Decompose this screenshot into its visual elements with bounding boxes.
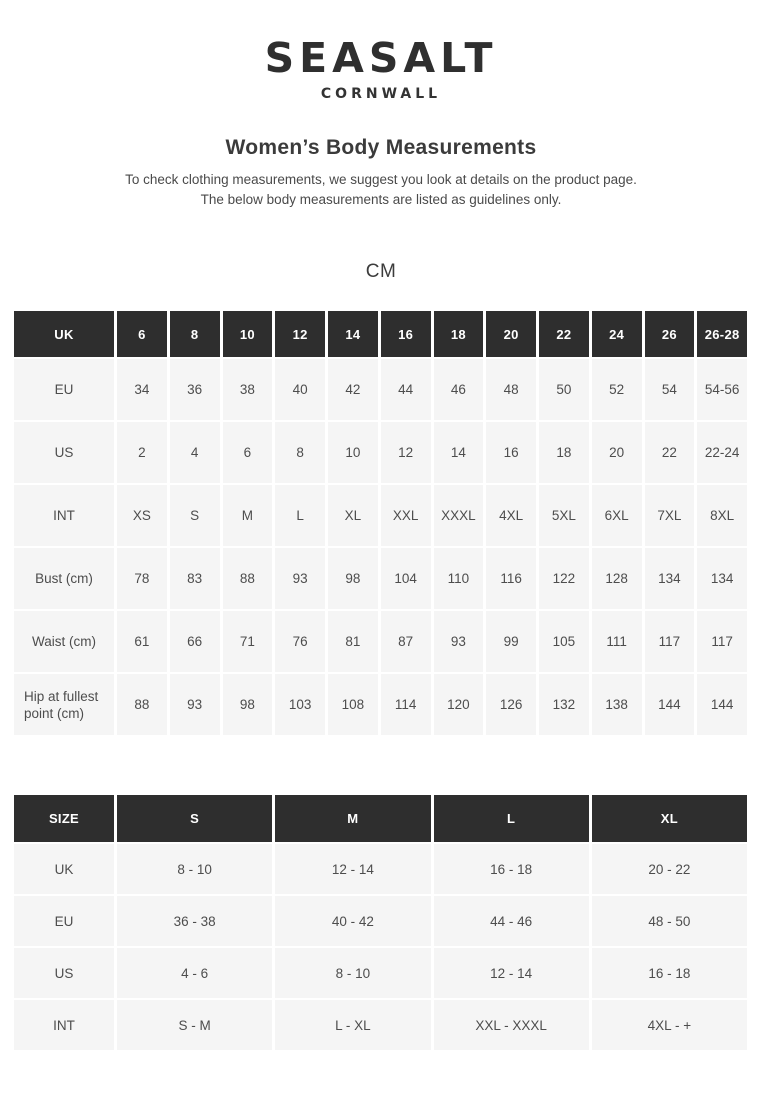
data-cell: 44 [381, 359, 431, 420]
data-cell: 61 [117, 611, 167, 672]
data-cell: 40 - 42 [275, 896, 430, 946]
data-cell: 20 - 22 [592, 844, 747, 894]
row-label [14, 896, 114, 946]
column-header-cell: UK [14, 311, 114, 357]
data-cell: 93 [275, 548, 325, 609]
data-cell: 122 [539, 548, 589, 609]
data-cell: 76 [275, 611, 325, 672]
row-label [14, 674, 114, 735]
column-header-cell: XL [592, 795, 747, 842]
data-cell: 78 [117, 548, 167, 609]
data-cell: 20 [592, 422, 642, 483]
row-label-text: Hip at fullest point (cm) [24, 688, 99, 721]
data-cell: 93 [170, 674, 220, 735]
column-header-cell: SIZE [14, 795, 114, 842]
data-cell: 16 [486, 422, 536, 483]
data-cell: XXXL [434, 485, 484, 546]
data-cell: 117 [697, 611, 747, 672]
data-cell: XXL - XXXL [434, 1000, 589, 1050]
data-cell: 4 - 6 [117, 948, 272, 998]
data-cell: 10 [328, 422, 378, 483]
data-cell: M [223, 485, 273, 546]
row-label-text: INT [53, 508, 75, 523]
subtitle-line-2: The below body measurements are listed as guidelines only. [200, 191, 562, 207]
data-cell: 83 [170, 548, 220, 609]
data-cell: 144 [697, 674, 747, 735]
data-cell: 54 [645, 359, 695, 420]
data-cell: 98 [223, 674, 273, 735]
brand-logo: SEASALT [264, 34, 498, 82]
data-cell: 40 [275, 359, 325, 420]
row-label-text: INT [53, 1017, 75, 1033]
data-cell: 22-24 [697, 422, 747, 483]
data-cell: 36 [170, 359, 220, 420]
data-cell: 120 [434, 674, 484, 735]
row-label-text: UK [54, 861, 74, 877]
column-header-cell: M [275, 795, 430, 842]
data-cell: 81 [328, 611, 378, 672]
page-subtitle [0, 170, 762, 209]
column-header-cell: 20 [486, 311, 536, 357]
cm-measurements-table [14, 311, 747, 735]
data-cell: 18 [539, 422, 589, 483]
letter-size-table [14, 795, 747, 1050]
column-header-cell: 14 [328, 311, 378, 357]
data-cell: 108 [328, 674, 378, 735]
data-cell: 99 [486, 611, 536, 672]
data-cell: 16 - 18 [434, 844, 589, 894]
data-cell: 7XL [645, 485, 695, 546]
data-cell: 14 [434, 422, 484, 483]
data-cell: 8 [275, 422, 325, 483]
row-label [14, 359, 114, 420]
data-cell: 8 - 10 [275, 948, 430, 998]
column-header-cell: 12 [275, 311, 325, 357]
row-label [14, 1000, 114, 1050]
data-cell: L - XL [275, 1000, 430, 1050]
data-cell: 110 [434, 548, 484, 609]
column-header-cell: 10 [223, 311, 273, 357]
data-cell: 36 - 38 [117, 896, 272, 946]
data-cell: 2 [117, 422, 167, 483]
data-cell: 48 - 50 [592, 896, 747, 946]
data-cell: 117 [645, 611, 695, 672]
column-header-cell: 24 [592, 311, 642, 357]
data-cell: 88 [117, 674, 167, 735]
data-cell: 4XL - + [592, 1000, 747, 1050]
data-cell: 48 [486, 359, 536, 420]
brand-header [0, 0, 762, 102]
data-cell: 8 - 10 [117, 844, 272, 894]
data-cell: 44 - 46 [434, 896, 589, 946]
data-cell: 104 [381, 548, 431, 609]
column-header-cell: 8 [170, 311, 220, 357]
row-label-text: Waist (cm) [32, 634, 96, 649]
column-header-cell: 16 [381, 311, 431, 357]
data-cell: 66 [170, 611, 220, 672]
column-header-cell: L [434, 795, 589, 842]
data-cell: 128 [592, 548, 642, 609]
data-cell: 12 [381, 422, 431, 483]
data-cell: 134 [645, 548, 695, 609]
data-cell: 5XL [539, 485, 589, 546]
data-cell: S - M [117, 1000, 272, 1050]
column-header-cell: 6 [117, 311, 167, 357]
data-cell: 93 [434, 611, 484, 672]
page-title: Women’s Body Measurements [225, 136, 537, 159]
data-cell: 144 [645, 674, 695, 735]
column-header-cell: 22 [539, 311, 589, 357]
data-cell: 4 [170, 422, 220, 483]
data-cell: 87 [381, 611, 431, 672]
data-cell: 42 [328, 359, 378, 420]
data-cell: 52 [592, 359, 642, 420]
data-cell: 71 [223, 611, 273, 672]
data-cell: XL [328, 485, 378, 546]
data-cell: 103 [275, 674, 325, 735]
data-cell: 12 - 14 [434, 948, 589, 998]
data-cell: 46 [434, 359, 484, 420]
row-label [14, 485, 114, 546]
data-cell: 114 [381, 674, 431, 735]
row-label [14, 422, 114, 483]
unit-heading: CM [365, 261, 397, 282]
data-cell: 54-56 [697, 359, 747, 420]
data-cell: S [170, 485, 220, 546]
row-label [14, 611, 114, 672]
data-cell: 132 [539, 674, 589, 735]
data-cell: 34 [117, 359, 167, 420]
column-header-cell: 18 [434, 311, 484, 357]
data-cell: 38 [223, 359, 273, 420]
data-cell: 4XL [486, 485, 536, 546]
row-label-text: US [54, 965, 74, 981]
row-label-text: EU [54, 382, 74, 397]
column-header-cell: 26-28 [697, 311, 747, 357]
data-cell: XS [117, 485, 167, 546]
data-cell: 126 [486, 674, 536, 735]
data-cell: XXL [381, 485, 431, 546]
data-cell: 138 [592, 674, 642, 735]
data-cell: 50 [539, 359, 589, 420]
subtitle-line-1: To check clothing measurements, we suggest you look at details on the product page. [125, 172, 637, 187]
data-cell: 105 [539, 611, 589, 672]
row-label [14, 548, 114, 609]
data-cell: 22 [645, 422, 695, 483]
data-cell: 6XL [592, 485, 642, 546]
data-cell: 111 [592, 611, 642, 672]
data-cell: 98 [328, 548, 378, 609]
size-chart-section [14, 311, 747, 1050]
row-label [14, 948, 114, 998]
data-cell: 12 - 14 [275, 844, 430, 894]
row-label-text: US [54, 445, 74, 460]
data-cell: 134 [697, 548, 747, 609]
row-label [14, 844, 114, 894]
brand-sublogo: CORNWALL [320, 86, 442, 102]
data-cell: 16 - 18 [592, 948, 747, 998]
row-label-text: Bust (cm) [35, 571, 93, 586]
column-header-cell: 26 [645, 311, 695, 357]
data-cell: 88 [223, 548, 273, 609]
data-cell: 116 [486, 548, 536, 609]
data-cell: 8XL [697, 485, 747, 546]
data-cell: 6 [223, 422, 273, 483]
column-header-cell: S [117, 795, 272, 842]
row-label-text: EU [54, 913, 74, 929]
data-cell: L [275, 485, 325, 546]
